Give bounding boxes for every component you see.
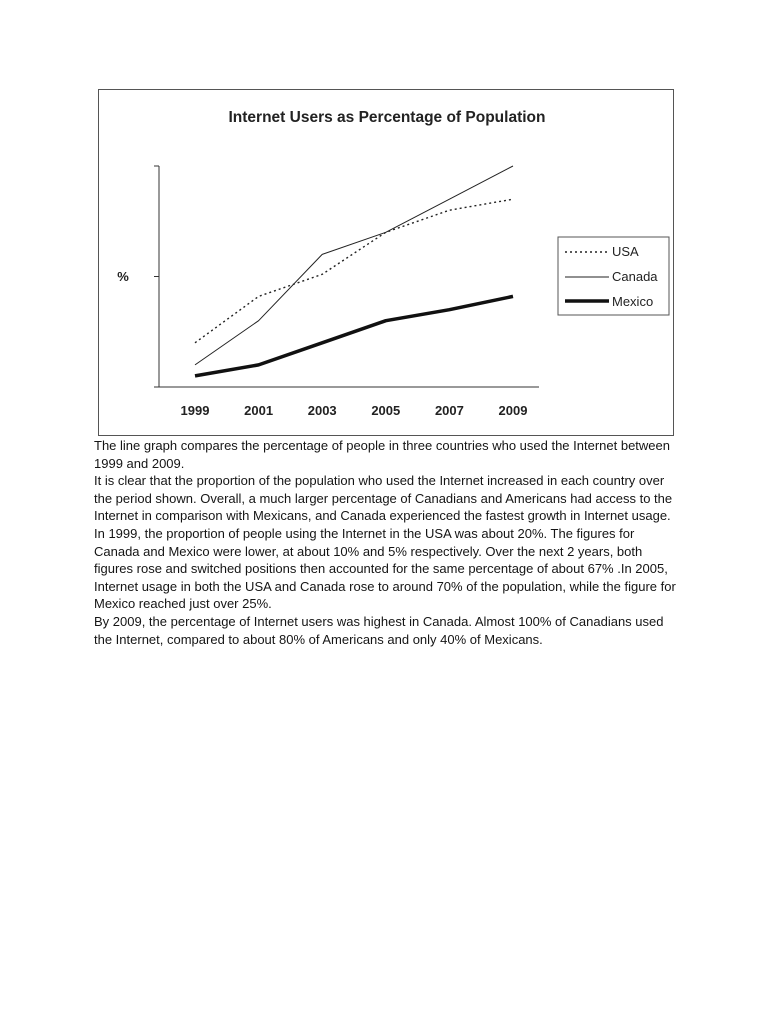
legend-label-mexico: Mexico (612, 294, 654, 309)
series-line-canada (195, 166, 513, 365)
x-tick-label: 1999 (180, 403, 210, 418)
series-line-usa (195, 199, 513, 343)
y-axis-label: % (117, 269, 129, 284)
x-tick-label: 2007 (434, 403, 464, 418)
article-paragraph: The line graph compares the percentage of people in three countries who used the Internet between 1999 and 2009. (94, 438, 670, 471)
legend-label-usa: USA (612, 244, 639, 259)
line-chart (99, 90, 675, 437)
x-tick-label: 2009 (498, 403, 528, 418)
x-tick-label: 2003 (307, 403, 337, 418)
series-line-mexico (195, 296, 513, 376)
chart-title: Internet Users as Percentage of Population (228, 109, 546, 126)
article-paragraph: In 1999, the proportion of people using the Internet in the USA was about 20%. The figures for Canada and Mexico were lower, at about 10% and 5% respectively. Over the next 2 years, both figures rose and switched positions then accounted for the same percentage of about 67% .In 2005, Internet usage in both the USA and Canada rose to around 70% of the population, while the figure for Mexico reached just over 25%. (94, 525, 676, 612)
x-tick-label: 2001 (244, 403, 274, 418)
chart-figure (98, 89, 674, 436)
article-paragraph: It is clear that the proportion of the population who used the Internet increased in each country over the period shown. Overall, a much larger percentage of Canadians and Americans had access to the Internet in comparison with Mexicans, and Canada experienced the fastest growth in Internet usage. (94, 473, 673, 524)
article-paragraph: By 2009, the percentage of Internet users was highest in Canada. Almost 100% of Canadians used the Internet, compared to about 80% of Americans and only 40% of Mexicans. (94, 613, 664, 647)
legend-label-canada: Canada (612, 269, 658, 284)
article-text (94, 437, 676, 648)
x-tick-label: 2005 (371, 403, 401, 418)
